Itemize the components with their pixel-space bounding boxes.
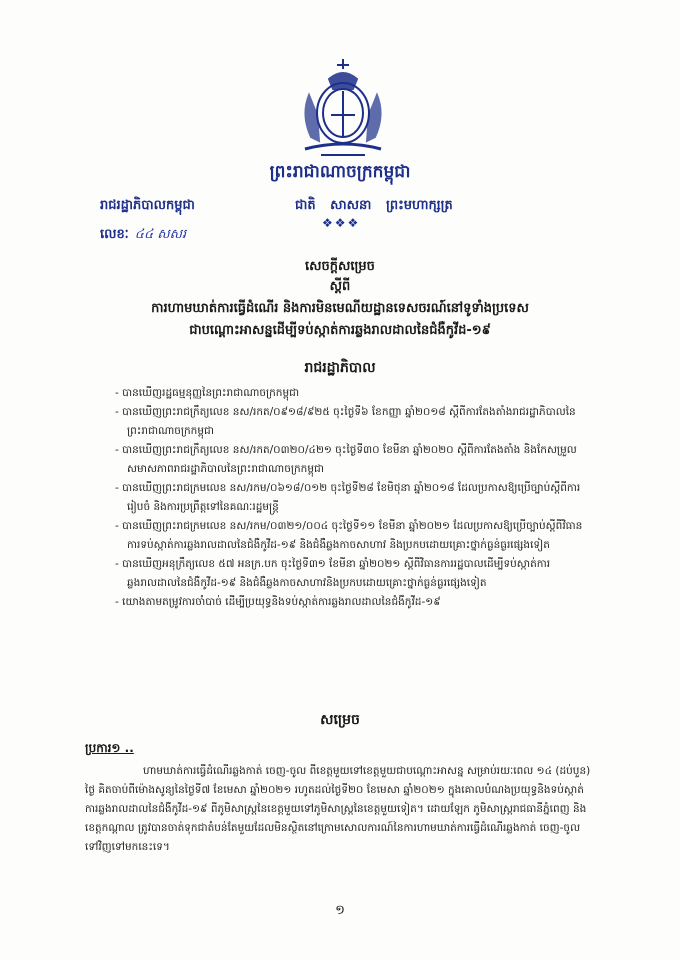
article-1-text: ហាមឃាត់ការធ្វើដំណើរឆ្លងកាត់ ចេញ-ចូល ពីខេត្តមួយទៅខេត្តមួយជាបណ្តោះអាសន្ន សម្រាប់រយៈពេល ១៤ (ដប់បួន) ថ្ងៃ គិតចាប់ពីម៉ោងសូន្យនៃថ្ងៃទី៧ ខែមេសា ឆ្នាំ២០២១ រហូតដល់ថ្ងៃទី២០ ខែមេសា ឆ្នាំ២០២១ ក្នុងគោលបំណងប្រយុទ្ធនិងទប់ស្កាត់ការឆ្លងរាលដាលនៃជំងឺកូវីដ-១៩ ពីភូមិសាស្ត្រនៃខេត្តមួយទៅភូមិសាស្ត្រនៃខេត្តមួយទៀត។ ដោយឡែក ភូមិសាស្ត្ររាជធានីភ្នំពេញ និងខេត្តកណ្តាល ត្រូវបានចាត់ទុកជាតំបន់តែមួយដែលមិនស្ថិតនៅក្រោមសោលការណ៍នៃការហាមឃាត់ការធ្វើដំណើរឆ្លងកាត់ ចេញ-ចូល ទៅវិញទៅមកនេះទេ។ [85, 765, 591, 853]
issuing-body: រាជរដ្ឋាភិបាលកម្ពុជា [100, 198, 195, 213]
document-number-label: លេខៈ [100, 227, 129, 242]
reference-item: - យោងតាមតម្រូវការចាំបាច់ ដើម្បីប្រយុទ្ធនិងទប់ស្កាត់ការឆ្លងរាលដាលនៃជំងឺកូវីដ-១៩ [115, 593, 585, 612]
reference-item: - បានឃើញព្រះរាជក្រឹត្យលេខ នស/រកត/០៣២០/៤២១ ចុះថ្ងៃទី៣០ ខែមីនា ឆ្នាំ២០២០ ស្តីពីការតែងតាំង និងកែសម្រួលសមាសភាពរាជរដ្ឋាភិបាលនៃព្រះរាជាណាចក្រកម្ពុជា [115, 441, 585, 479]
issuer-heading: រាជរដ្ឋាភិបាល [304, 360, 376, 376]
page-number: ១ [335, 903, 345, 918]
title-subject-line-1: ការហាមឃាត់ការធ្វើដំណើរ និងការមិនមេណីយដ្ឋានទេសចរណ៍នៅទូទាំងប្រទេស [151, 301, 529, 316]
document-number-value: ៤៤ សសរ [134, 227, 187, 242]
decision-heading: សម្រេច [320, 712, 360, 728]
reference-item: - បានឃើញព្រះរាជក្រមលេខ នស/រកម/០៣២១/០០៤ ចុះថ្ងៃទី១១ ខែមីនា ឆ្នាំ២០២១ ដែលប្រកាសឱ្យប្រើច្បាប់ស្តីពីវិធានការទប់ស្កាត់ការឆ្លងរាលដាលនៃជំងឺកូវីដ-១៩ និងជំងឺឆ្លងកាចសាហាវ និងប្រកបដោយគ្រោះថ្នាក់ធ្ងន់ធ្ងរផ្សេងទៀត [115, 517, 585, 555]
reference-item: - បានឃើញព្រះរាជក្រមលេខ នស/រកម/០៦១៨/០១២ ចុះថ្ងៃទី២៨ ខែមិថុនា ឆ្នាំ២០១៨ ដែលប្រកាសឱ្យប្រើច្បាប់ស្តីពីការរៀបចំ និងការប្រព្រឹត្តទៅនៃគណៈរដ្ឋមន្ត្រី [115, 479, 585, 517]
reference-item: - បានឃើញព្រះរាជក្រឹត្យលេខ នស/រកត/០៩១៨/៩២៥ ចុះថ្ងៃទី៦ ខែកញ្ញា ឆ្នាំ២០១៨ ស្តីពីការតែងតាំងរាជរដ្ឋាភិបាលនៃព្រះរាជាណាចក្រកម្ពុជា [115, 403, 585, 441]
article-1-label: ប្រការ១ .. [85, 741, 134, 755]
document-type: សេចក្តីសម្រេច [305, 259, 375, 274]
reference-item: - បានឃើញអនុក្រឹត្យលេខ ៥៧ អនក្រ.បក ចុះថ្ងៃទី៣១ ខែមីនា ឆ្នាំ២០២១ ស្តីពីវិធានការរដ្ឋបាលដើម្បីទប់ស្កាត់ការឆ្លងរាលដាលនៃជំងឺកូវីដ-១៩ និងជំងឺឆ្លងកាចសាហាវនិងប្រកបដោយគ្រោះថ្នាក់ធ្ងន់ធ្ងរផ្សេងទៀត [115, 555, 585, 593]
title-subject-line-2: ជាបណ្តោះអាសន្នដើម្បីទប់ស្កាត់ការឆ្លងរាលដាលនៃជំងឺកូវីដ-១៩ [189, 323, 491, 338]
national-motto: ជាតិ សាសនា ព្រះមហាក្សត្រ [295, 198, 453, 213]
document-number [100, 226, 186, 245]
title-regarding: ស្តីពី [329, 279, 351, 294]
royal-coat-of-arms-emblem [291, 55, 395, 159]
kingdom-title: ព្រះរាជាណាចក្រកម្ពុជា [269, 162, 411, 182]
legal-references-list [115, 384, 585, 612]
reference-item: - បានឃើញរដ្ឋធម្មនុញ្ញនៃព្រះរាជាណាចក្រកម្ពុជា [115, 384, 585, 403]
motto-ornament: ❖❖❖ [322, 216, 361, 230]
